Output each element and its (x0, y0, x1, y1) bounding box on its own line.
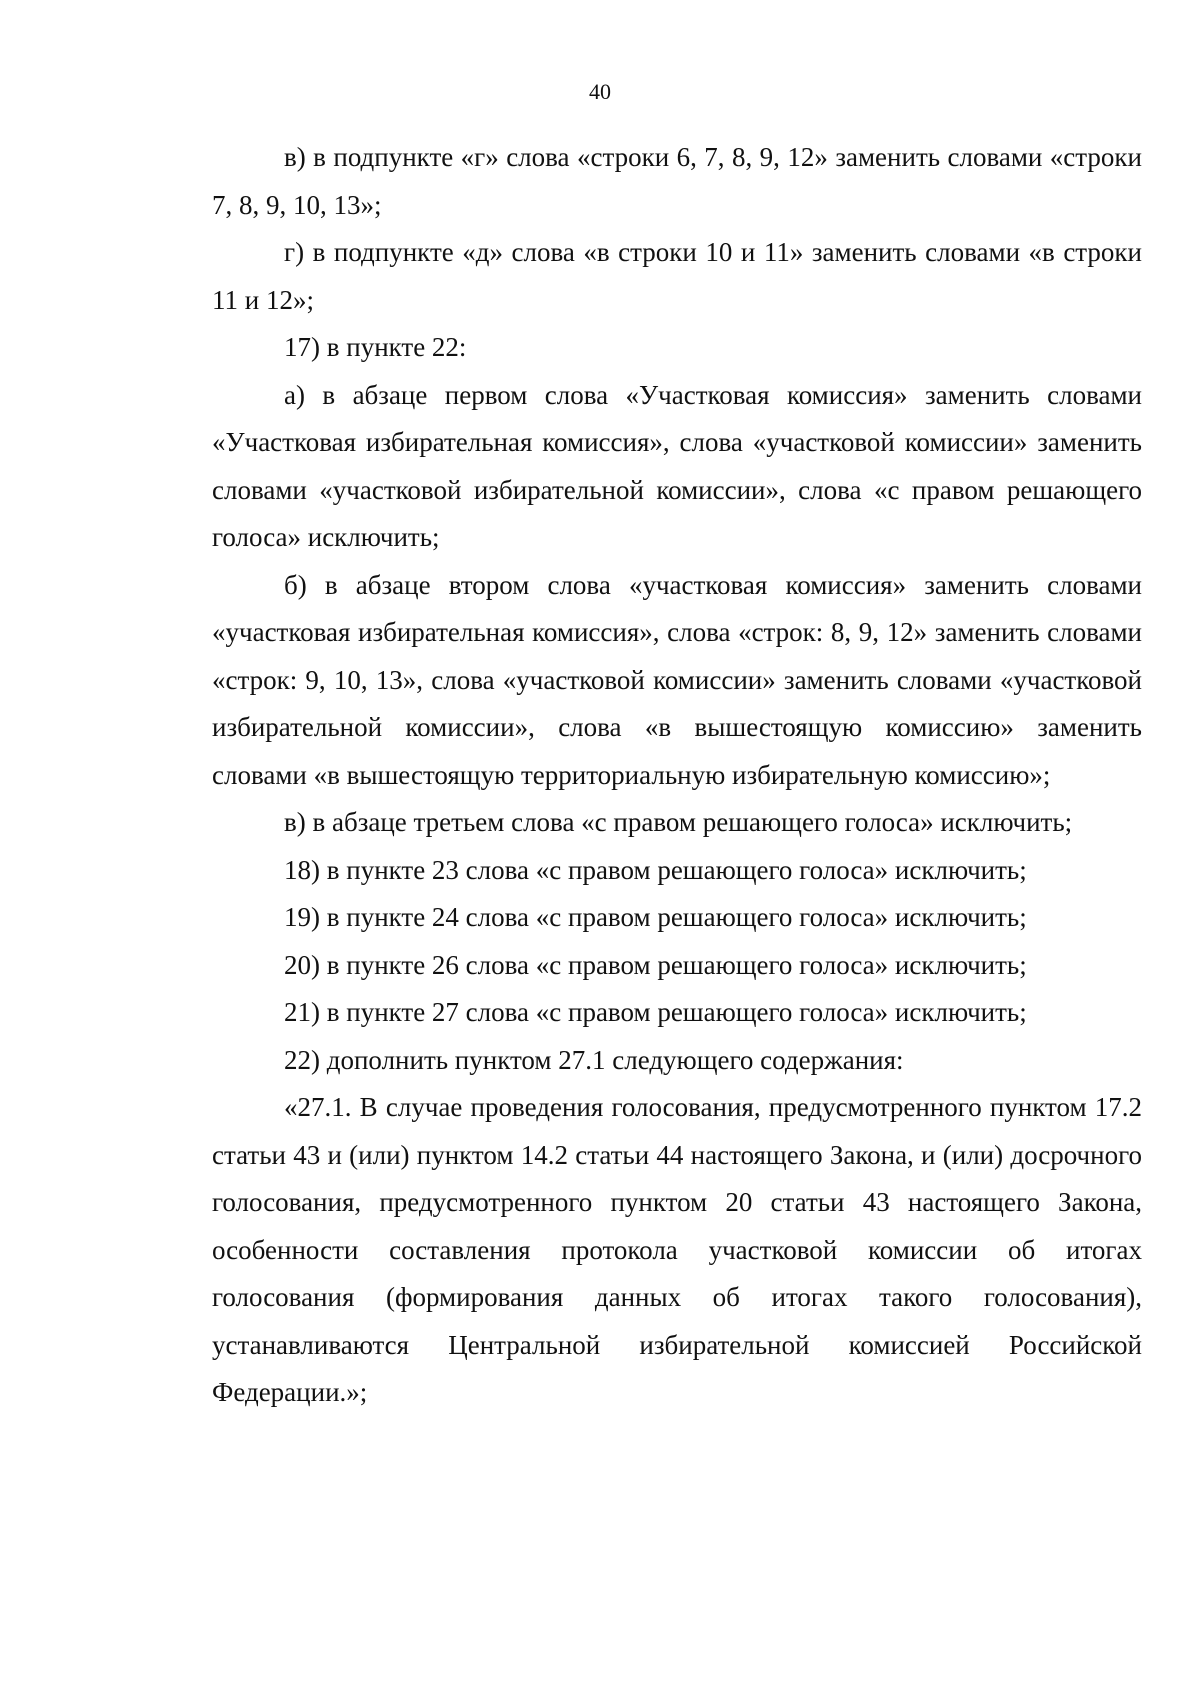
paragraph-subitem-a-first-abzac: а) в абзаце первом слова «Участковая комиссия» заменить словами «Участковая избирательная комиссия», слова «участковой комиссии» заменить словами «участковой избирательной комиссии», слова «с правом решающего голоса» исключить; (212, 379, 1142, 552)
paragraph-item-22: 22) дополнить пунктом 27.1 следующего содержания: (284, 1044, 904, 1075)
paragraph-item-17: 17) в пункте 22: (284, 332, 467, 362)
paragraph-point-27-1: «27.1. В случае проведения голосования, предусмотренного пунктом 17.2 статьи 43 и (или) пунктом 14.2 статьи 44 настоящего Закона, и (или) досрочного голосования, предусмотренного пунктом 20 статьи 43 настоящего Закона, особенности составления протокола участковой комиссии об итогах голосования (формирования данных об итогах такого голосования), устанавливаются Центральной избирательной комиссией Российской Федерации.»; (212, 1092, 1142, 1407)
document-body (212, 134, 1142, 1417)
paragraph-item-19: 19) в пункте 24 слова «с правом решающего голоса» исключить; (284, 902, 1027, 932)
paragraph-item-20: 20) в пункте 26 слова «с правом решающего голоса» исключить; (284, 949, 1027, 980)
paragraph-subitem-v-subpoint-g: в) в подпункте «г» слова «строки 6, 7, 8, 9, 12» заменить словами «строки 7, 8, 9, 10, 13»; (212, 142, 1142, 220)
paragraph-item-18: 18) в пункте 23 слова «с правом решающего голоса» исключить; (284, 854, 1027, 885)
paragraph-subitem-b-second-abzac: б) в абзаце втором слова «участковая комиссия» заменить словами «участковая избирательная комиссия», слова «строк: 8, 9, 12» заменить словами «строк: 9, 10, 13», слова «участковой комиссии» заменить словами «участковой избирательной комиссии», слова «в вышестоящую комиссию» заменить словами «в вышестоящую территориальную избирательную комиссию»; (212, 569, 1142, 790)
paragraph-item-21: 21) в пункте 27 слова «с правом решающего голоса» исключить; (284, 997, 1027, 1027)
page-number: 40 (589, 79, 611, 104)
paragraph-subitem-v-third-abzac: в) в абзаце третьем слова «с правом решающего голоса» исключить; (284, 807, 1073, 837)
paragraph-subitem-g-subpoint-d: г) в подпункте «д» слова «в строки 10 и 11» заменить словами «в строки 11 и 12»; (212, 237, 1142, 315)
